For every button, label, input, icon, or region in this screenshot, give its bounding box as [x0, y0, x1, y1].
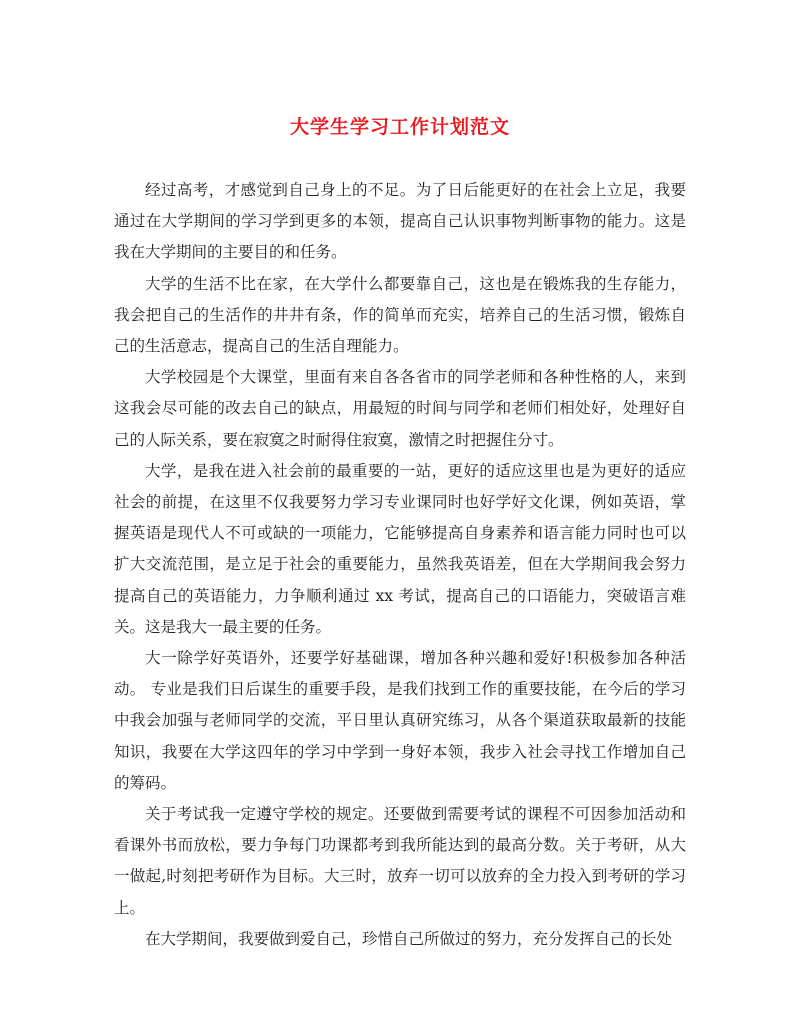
- paragraph: 大学校园是个大课堂，里面有来自各各省市的同学老师和各种性格的人，来到这我会尽可能的改去自己的缺点，用最短的时间与同学和老师们相处好，处理好自己的人际关系，要在寂寞之时耐得住寂寞，激情之时把握住分寸。: [114, 368, 686, 449]
- paragraph: 大学，是我在进入社会前的最重要的一站，更好的适应这里也是为更好的适应社会的前提，在这里不仅我要努力学习专业课同时也好学好文化课，例如英语，掌握英语是现代人不可或缺的一项能力，它能够提高自身素养和语言能力同时也可以扩大交流范围，是立足于社会的重要能力，虽然我英语差，但在大学期间我会努力提高自己的英语能力，力争顺利通过 xx 考试，提高自己的口语能力，突破语言难关。这是我大一最主要的任务。: [114, 461, 686, 636]
- paragraph: 关于考试我一定遵守学校的规定。还要做到需要考试的课程不可因参加活动和看课外书而放松，要力争每门功课都考到我所能达到的最高分数。关于考研，从大一做起,时刻把考研作为目标。大三时，放弃一切可以放弃的全力投入到考研的学习上。: [114, 805, 686, 917]
- document-title: 大学生学习工作计划范文: [289, 116, 510, 138]
- paragraph: 大一除学好英语外，还要学好基础课，增加各种兴趣和爱好!积极参加各种活动。 专业是我们日后谋生的重要手段，是我们找到工作的重要技能，在今后的学习中我会加强与老师同学的交流，平日里认真研究练习，从各个渠道获取最新的技能知识，我要在大学这四年的学习中学到一身好本领，我步入社会寻找工作增加自己的筹码。: [114, 649, 686, 792]
- paragraph: 经过高考，才感觉到自己身上的不足。为了日后能更好的在社会上立足，我要通过在大学期间的学习学到更多的本领，提高自己认识事物判断事物的能力。这是我在大学期间的主要目的和任务。: [114, 181, 686, 262]
- paragraph: 在大学期间，我要做到爱自己，珍惜自己所做过的努力，充分发挥自己的长处: [145, 929, 673, 948]
- document-body: [114, 175, 686, 955]
- paragraph: 大学的生活不比在家，在大学什么都要靠自己，这也是在锻炼我的生存能力，我会把自己的生活作的井井有条，作的简单而充实，培养自己的生活习惯，锻炼自己的生活意志，提高自己的生活自理能力。: [114, 274, 686, 356]
